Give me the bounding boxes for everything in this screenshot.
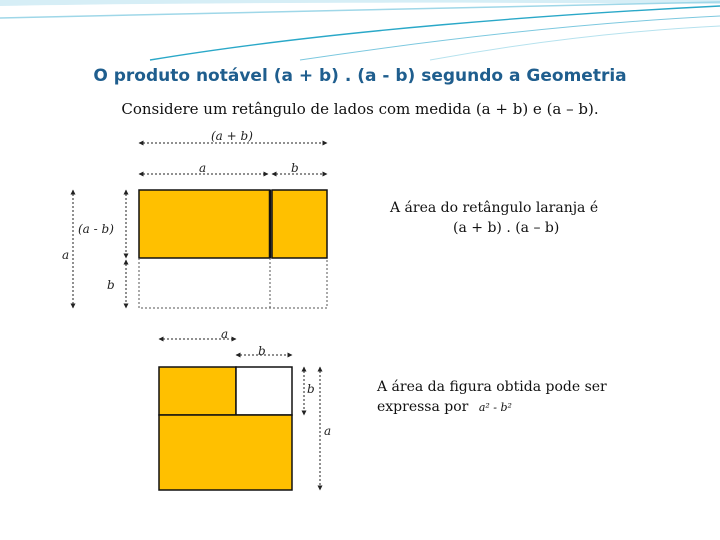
label-a-right: a [324, 424, 332, 438]
label-b-right: b [307, 382, 315, 396]
slide-title: O produto notável (a + b) . (a - b) segundo a Geometria [93, 66, 627, 86]
rect-a-part [139, 190, 270, 258]
label-b-lower: b [107, 278, 115, 292]
dashed-extension [139, 258, 327, 308]
label-b: b [291, 161, 299, 175]
label-a-minus-b: (a - b) [78, 222, 114, 236]
formula-a2-minus-b2: a² - b² [478, 401, 512, 414]
empty-square [236, 367, 292, 415]
caption-1-line-2: (a + b) . (a – b) [453, 220, 560, 236]
caption-2-text: expressa por [377, 399, 469, 415]
label-a-plus-b: (a + b) [211, 129, 253, 143]
figure-2 [159, 339, 320, 490]
square-top-left [159, 367, 236, 415]
caption-1-line-1: A área do retângulo laranja é [390, 200, 599, 216]
rect-bottom [159, 415, 292, 490]
label-a-outer: a [62, 248, 70, 262]
label-a-top: a [221, 327, 229, 341]
caption-2-line-2 [377, 398, 512, 417]
header-decoration [0, 0, 720, 60]
caption-2-line-1: A área da figura obtida pode ser [377, 379, 607, 395]
rect-b-part [272, 190, 327, 258]
slide-subtitle: Considere um retângulo de lados com medida (a + b) e (a – b). [121, 100, 599, 118]
label-b-top: b [258, 344, 266, 358]
label-a: a [199, 161, 207, 175]
